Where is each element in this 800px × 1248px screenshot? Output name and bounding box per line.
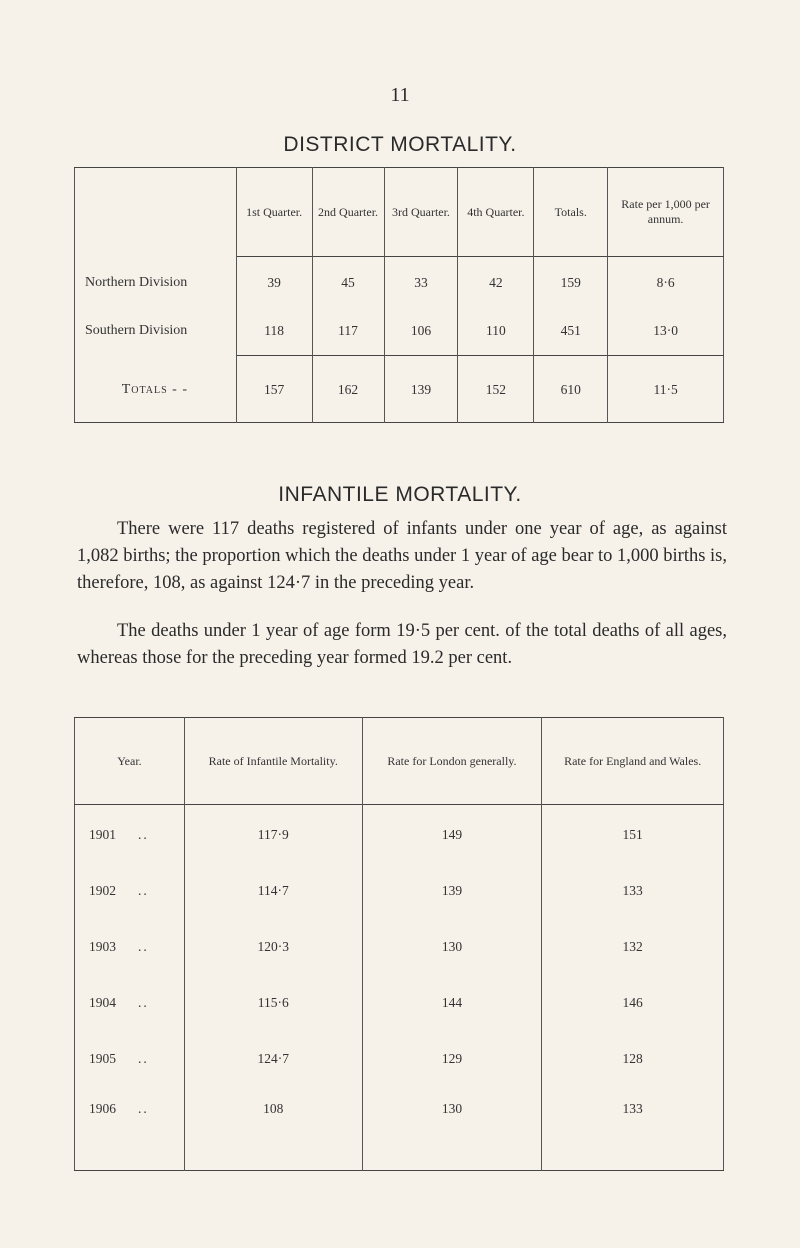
table-cell: 39 xyxy=(236,259,312,307)
table-row xyxy=(75,259,724,307)
paragraph-text: The deaths under 1 year of age form 19·5 per cent. of the total deaths of all ages, whereas those for the preceding year formed 19.2 per cent. xyxy=(77,621,727,668)
table-cell: 11·5 xyxy=(608,358,724,423)
table-row xyxy=(75,863,724,919)
table-cell: 451 xyxy=(534,307,608,356)
paragraph-infant-deaths xyxy=(77,516,727,597)
column-header: 3rd Quarter. xyxy=(384,168,458,257)
table-row xyxy=(75,1031,724,1087)
table-cell: 610 xyxy=(534,358,608,423)
table-cell: 117·9 xyxy=(184,807,362,863)
table-cell: 120·3 xyxy=(184,919,362,975)
district-mortality-title: DISTRICT MORTALITY. xyxy=(283,133,517,156)
column-header: 4th Quarter. xyxy=(458,168,534,257)
year-cell: 1901 .. xyxy=(89,827,149,842)
table-cell: 118 xyxy=(236,307,312,356)
column-header: Year. xyxy=(117,753,142,768)
paragraph-text: There were 117 deaths registered of infants under one year of age, as against 1,082 births; the proportion which the deaths under 1 year of age bear to 1,000 births is, therefore, 108, as against 124·7 in the preceding year. xyxy=(77,519,727,593)
page-number: 11 xyxy=(390,84,410,106)
table-cell: 115·6 xyxy=(184,975,362,1031)
table-cell: 129 xyxy=(362,1031,542,1087)
table-cell: 130 xyxy=(362,1087,542,1171)
row-label: Southern Division xyxy=(85,323,188,339)
column-header: Totals. xyxy=(534,168,608,257)
table-cell: 132 xyxy=(542,919,724,975)
table-cell: 13·0 xyxy=(608,307,724,356)
table-cell: 45 xyxy=(312,259,384,307)
table-cell: 124·7 xyxy=(184,1031,362,1087)
year-cell: 1902 .. xyxy=(89,883,149,898)
table-cell: 110 xyxy=(458,307,534,356)
year-cell: 1904 .. xyxy=(89,995,149,1010)
table-cell: 139 xyxy=(362,863,542,919)
table-row xyxy=(75,1087,724,1171)
table-cell: 106 xyxy=(384,307,458,356)
column-header: 2nd Quarter. xyxy=(312,168,384,257)
column-header: Rate per 1,000 per annum. xyxy=(608,168,724,257)
table-cell: 146 xyxy=(542,975,724,1031)
year-cell: 1906 .. xyxy=(89,1101,149,1116)
table-cell: 128 xyxy=(542,1031,724,1087)
table-cell: 157 xyxy=(236,358,312,423)
totals-row xyxy=(75,358,724,423)
table-cell: 108 xyxy=(184,1087,362,1171)
infant-mortality-table xyxy=(74,717,724,1171)
table-cell: 130 xyxy=(362,919,542,975)
column-header: 1st Quarter. xyxy=(236,168,312,257)
table-cell: 133 xyxy=(542,1087,724,1171)
table-cell: 162 xyxy=(312,358,384,423)
column-header: Rate of Infantile Mortality. xyxy=(184,718,362,805)
table-cell: 152 xyxy=(458,358,534,423)
table-cell: 151 xyxy=(542,807,724,863)
table-header-row xyxy=(75,718,724,805)
table-cell: 139 xyxy=(384,358,458,423)
table-cell: 8·6 xyxy=(608,259,724,307)
table-cell: 144 xyxy=(362,975,542,1031)
district-mortality-table xyxy=(74,167,724,423)
row-header-blank xyxy=(75,168,237,257)
table-header-row xyxy=(75,168,724,257)
column-header: Rate for London generally. xyxy=(362,718,542,805)
infantile-mortality-title: INFANTILE MORTALITY. xyxy=(278,483,522,506)
table-row xyxy=(75,307,724,356)
table-cell: 159 xyxy=(534,259,608,307)
table-cell: 117 xyxy=(312,307,384,356)
table-cell: 149 xyxy=(362,807,542,863)
year-cell: 1905 .. xyxy=(89,1051,149,1066)
totals-label: Totals - - xyxy=(121,382,188,397)
table-row xyxy=(75,919,724,975)
table-row xyxy=(75,975,724,1031)
table-cell: 33 xyxy=(384,259,458,307)
table-cell: 133 xyxy=(542,863,724,919)
table-row xyxy=(75,807,724,863)
paragraph-percentage xyxy=(77,618,727,672)
year-cell: 1903 .. xyxy=(89,939,149,954)
table-cell: 42 xyxy=(458,259,534,307)
column-header: Rate for England and Wales. xyxy=(542,718,724,805)
table-cell: 114·7 xyxy=(184,863,362,919)
row-label: Northern Division xyxy=(85,275,188,290)
